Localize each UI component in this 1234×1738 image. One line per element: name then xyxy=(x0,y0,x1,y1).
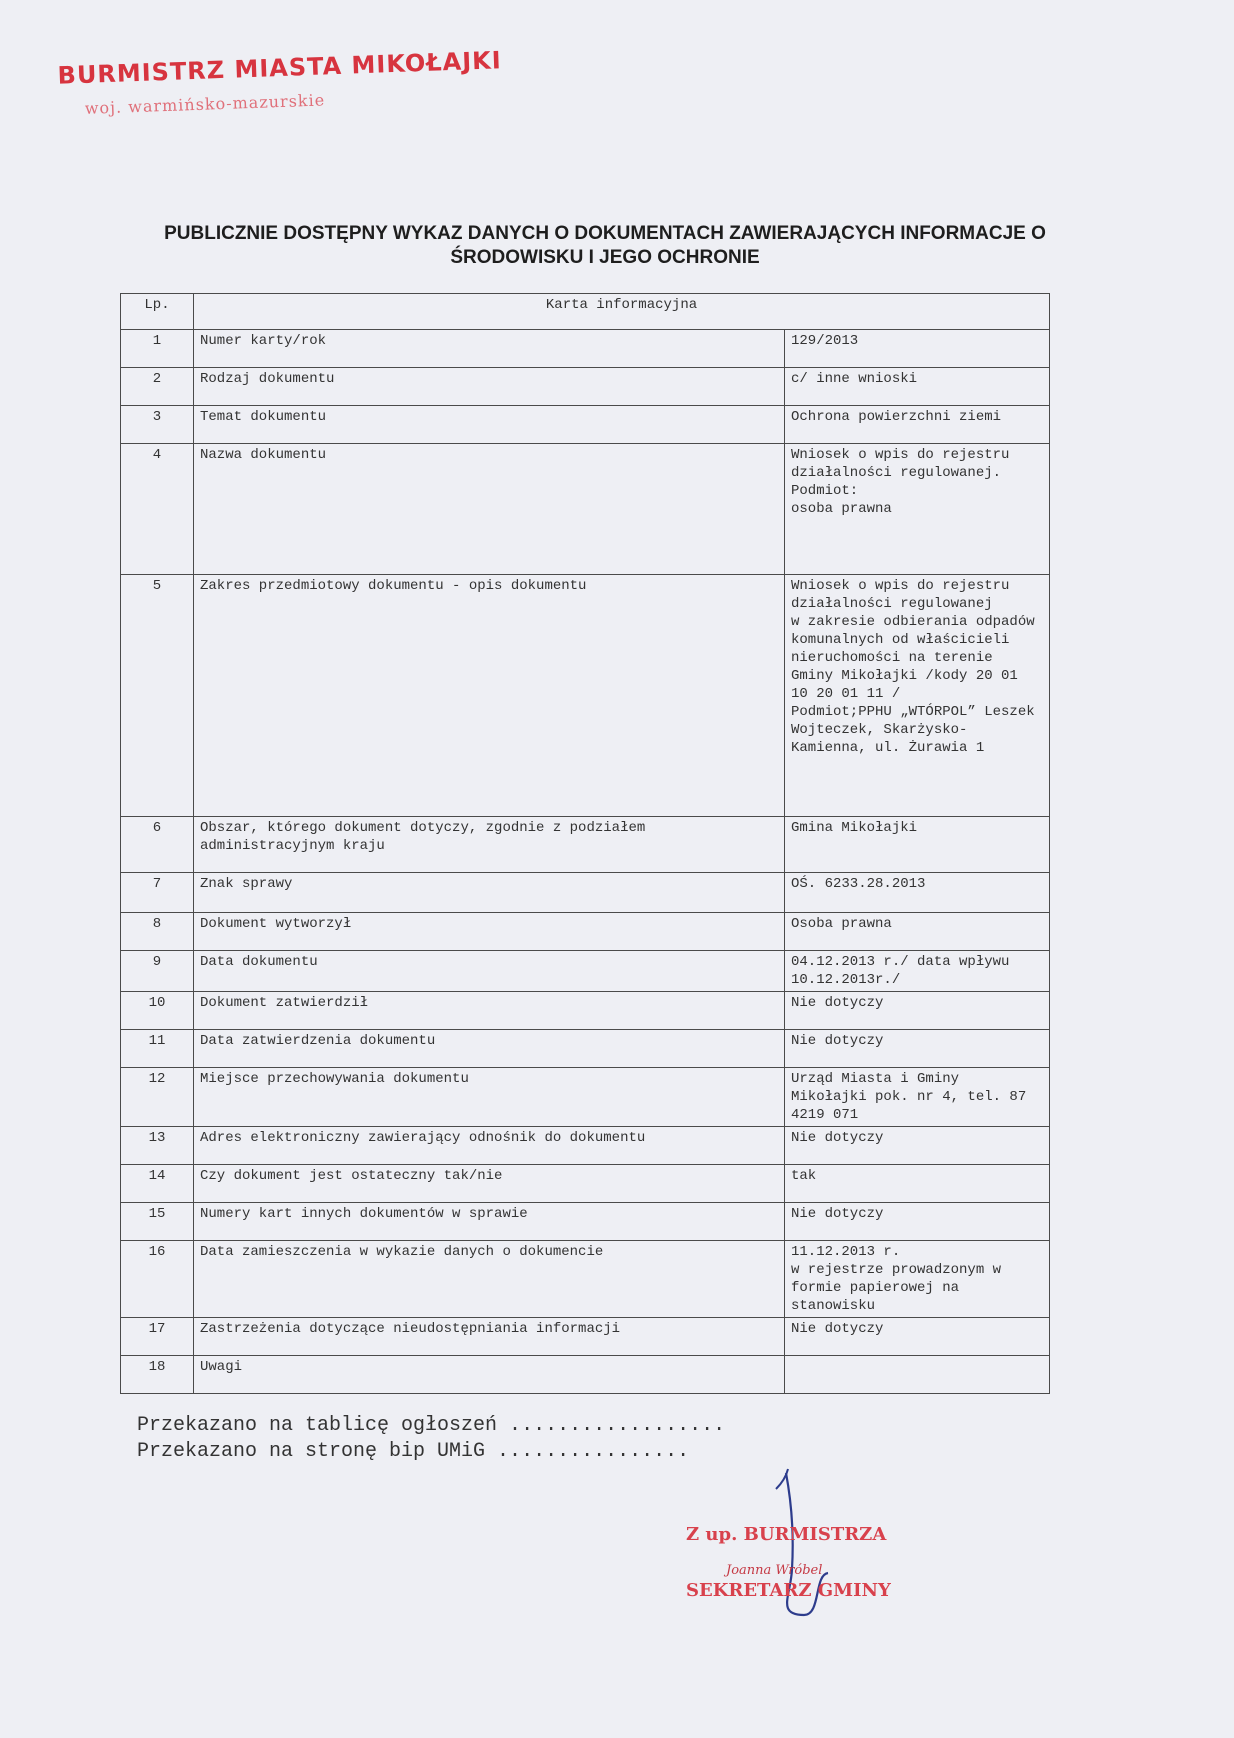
row-value: Nie dotyczy xyxy=(785,1318,1050,1356)
row-label: Zastrzeżenia dotyczące nieudostępniania informacji xyxy=(194,1318,785,1356)
row-value: Gmina Mikołajki xyxy=(785,817,1050,873)
row-label: Nazwa dokumentu xyxy=(194,444,785,575)
table-header-row xyxy=(121,294,1050,330)
table-row xyxy=(121,1203,1050,1241)
table-row xyxy=(121,575,1050,817)
footer-line-board: Przekazano na tablicę ogłoszeń .................. xyxy=(137,1414,726,1437)
stamp-title: BURMISTRZ MIASTA MIKOŁAJKI xyxy=(57,46,503,90)
row-value: 11.12.2013 r. w rejestrze prowadzonym w formie papierowej na stanowisku xyxy=(785,1241,1050,1318)
stamp-region: woj. warmińsko-mazurskie xyxy=(84,90,326,118)
info-card-table xyxy=(120,293,1050,1394)
row-value: Nie dotyczy xyxy=(785,992,1050,1030)
signature-stamp-line1: Z up. BURMISTRZA xyxy=(686,1524,887,1545)
row-value: 129/2013 xyxy=(785,330,1050,368)
row-value: c/ inne wnioski xyxy=(785,368,1050,406)
row-number: 17 xyxy=(121,1318,194,1356)
row-number: 18 xyxy=(121,1356,194,1394)
row-number: 11 xyxy=(121,1030,194,1068)
page-title xyxy=(90,222,1120,270)
page-title-line1: PUBLICZNIE DOSTĘPNY WYKAZ DANYCH O DOKUMENTACH ZAWIERAJĄCYCH INFORMACJE O xyxy=(164,223,1046,244)
row-label: Uwagi xyxy=(194,1356,785,1394)
row-label: Miejsce przechowywania dokumentu xyxy=(194,1068,785,1127)
row-label: Zakres przedmiotowy dokumentu - opis dokumentu xyxy=(194,575,785,817)
table-row xyxy=(121,913,1050,951)
row-value: Wniosek o wpis do rejestru działalności regulowanej. Podmiot: osoba prawna xyxy=(785,444,1050,575)
table-row xyxy=(121,444,1050,575)
row-number: 2 xyxy=(121,368,194,406)
signature-stamp xyxy=(686,1524,891,1601)
row-label: Czy dokument jest ostateczny tak/nie xyxy=(194,1165,785,1203)
row-number: 4 xyxy=(121,444,194,575)
table-row xyxy=(121,873,1050,913)
row-label: Dokument wytworzył xyxy=(194,913,785,951)
row-number: 13 xyxy=(121,1127,194,1165)
row-label: Data zatwierdzenia dokumentu xyxy=(194,1030,785,1068)
table-row xyxy=(121,992,1050,1030)
table-row xyxy=(121,817,1050,873)
row-number: 14 xyxy=(121,1165,194,1203)
row-value: Wniosek o wpis do rejestru działalności regulowanej w zakresie odbierania odpadów komunalnych od właścicieli nieruchomości na terenie Gminy Mikołajki /kody 20 01 10 20 01 11 / Podmiot;PPHU „WTÓRPOL” Leszek Wojteczek, Skarżysko-Kamienna, ul. Żurawia 1 xyxy=(785,575,1050,817)
row-number: 3 xyxy=(121,406,194,444)
table-row xyxy=(121,1318,1050,1356)
row-value: Urząd Miasta i Gminy Mikołajki pok. nr 4, tel. 87 4219 071 xyxy=(785,1068,1050,1127)
table-row xyxy=(121,330,1050,368)
row-number: 15 xyxy=(121,1203,194,1241)
row-label: Numery kart innych dokumentów w sprawie xyxy=(194,1203,785,1241)
row-label: Data zamieszczenia w wykazie danych o dokumencie xyxy=(194,1241,785,1318)
signature-stamp-name: Joanna Wróbel xyxy=(726,1563,823,1578)
row-number: 7 xyxy=(121,873,194,913)
row-number: 16 xyxy=(121,1241,194,1318)
row-number: 9 xyxy=(121,951,194,992)
row-value: Osoba prawna xyxy=(785,913,1050,951)
row-label: Numer karty/rok xyxy=(194,330,785,368)
table-row xyxy=(121,1127,1050,1165)
row-label: Znak sprawy xyxy=(194,873,785,913)
row-value: Ochrona powierzchni ziemi xyxy=(785,406,1050,444)
table-row xyxy=(121,1165,1050,1203)
row-number: 1 xyxy=(121,330,194,368)
header-lp: Lp. xyxy=(121,294,194,330)
row-value: tak xyxy=(785,1165,1050,1203)
row-value: Nie dotyczy xyxy=(785,1127,1050,1165)
table-row xyxy=(121,368,1050,406)
row-label: Dokument zatwierdził xyxy=(194,992,785,1030)
page-title-line2: ŚRODOWISKU I JEGO OCHRONIE xyxy=(450,247,760,268)
row-label: Rodzaj dokumentu xyxy=(194,368,785,406)
row-number: 12 xyxy=(121,1068,194,1127)
row-value: Nie dotyczy xyxy=(785,1030,1050,1068)
row-number: 10 xyxy=(121,992,194,1030)
row-label: Temat dokumentu xyxy=(194,406,785,444)
signature-stamp-role: SEKRETARZ GMINY xyxy=(686,1580,891,1601)
row-value: Nie dotyczy xyxy=(785,1203,1050,1241)
table-row xyxy=(121,1356,1050,1394)
office-stamp xyxy=(57,46,503,118)
row-value xyxy=(785,1356,1050,1394)
row-value: OŚ. 6233.28.2013 xyxy=(785,873,1050,913)
row-number: 5 xyxy=(121,575,194,817)
footer-notes xyxy=(137,1413,725,1465)
table-row xyxy=(121,1030,1050,1068)
row-number: 8 xyxy=(121,913,194,951)
table-row xyxy=(121,951,1050,992)
row-label: Obszar, którego dokument dotyczy, zgodnie z podziałem administracyjnym kraju xyxy=(194,817,785,873)
header-title: Karta informacyjna xyxy=(194,294,1050,330)
row-number: 6 xyxy=(121,817,194,873)
row-label: Data dokumentu xyxy=(194,951,785,992)
footer-line-bip: Przekazano na stronę bip UMiG ................ xyxy=(137,1440,690,1463)
table-row xyxy=(121,406,1050,444)
row-value: 04.12.2013 r./ data wpływu 10.12.2013r./ xyxy=(785,951,1050,992)
row-label: Adres elektroniczny zawierający odnośnik do dokumentu xyxy=(194,1127,785,1165)
table-row xyxy=(121,1068,1050,1127)
table-row xyxy=(121,1241,1050,1318)
